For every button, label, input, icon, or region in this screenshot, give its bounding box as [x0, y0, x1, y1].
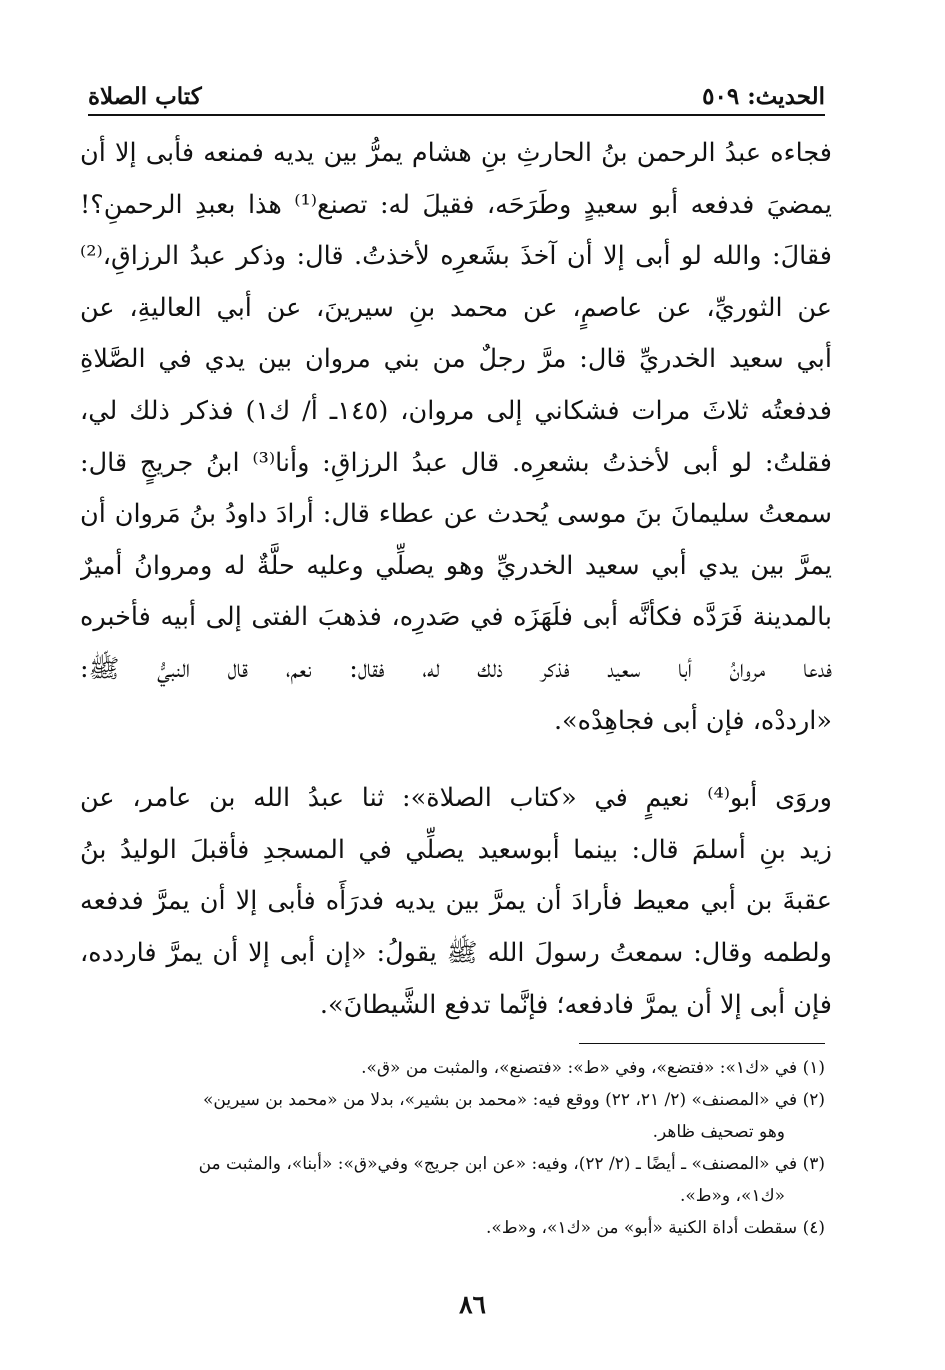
hadith-number-label: الحديث: ٥٠٩ — [702, 83, 825, 110]
text-line: ولطمه وقال: سمعتُ رسولَ الله ﷺ يقولُ: «إن أبى إلا أن يمرَّ فاردده، — [80, 937, 832, 968]
text-line: فدعا مروانُ أبا سعيد فذكر ذلك له، فقال: نعم، قال النبيُّ ﷺ: — [80, 653, 832, 684]
text-line: يمرَّ بين يدي أبي سعيد الخدريِّ وهو يصلِّي وعليه حلَّةٌ له ومروانُ أميرٌ — [80, 550, 832, 581]
text-line: فإن أبى إلا أن يمرَّ فادفعه؛ فإنَّما تدفع الشَّيطانَ». — [319, 989, 832, 1020]
text-line: أبي سعيد الخدريِّ قال: مرَّ رجلٌ من بني مروان بين يدي في الصَّلاةِ — [80, 344, 832, 375]
paragraph-2 — [80, 773, 832, 1031]
text-line: عن الثوريِّ، عن عاصمٍ، عن محمد بنِ سيرينَ، عن أبي العاليةِ، عن — [80, 292, 832, 323]
text-line: فدفعتُه ثلاثَ مرات فشكاني إلى مروان، (١٤٥ـ أ/ ك١) فذكر ذلك لي، — [80, 395, 832, 426]
footnote-3-continuation: «ك١»، و«ط». — [680, 1186, 785, 1206]
text-line: وروَى أبو⁽⁴⁾ نعيمٍ في «كتاب الصلاة»: ثنا عبدُ الله بن عامر، عن — [80, 783, 832, 814]
text-line: عقبةَ بن أبي معيط فأرادَ أن يمرَّ بين يديه فدرَأَه فأبى إلا أن يمرَّ فدفعه — [80, 886, 832, 917]
page-number: ٨٦ — [459, 1290, 486, 1319]
text-line: فقلتُ: لو أبى لأخذتُ بشعرِه. قال عبدُ الرزاقِ: وأنا⁽³⁾ ابنُ جريجٍ قال: — [80, 447, 832, 478]
footnote-2-continuation: وهو تصحيف ظاهر. — [652, 1122, 785, 1142]
paragraph-1 — [80, 128, 832, 747]
footnote-1: (١) في «ك١»: «فتضع»، وفي «ط»: «فتصنع»، والمثبت من «ق». — [361, 1058, 825, 1078]
text-line: بالمدينة فَرَدَّه فكأنَّه أبى فلَهَزَه في صَدرِه، فذهبَ الفتى إلى أبيه فأخبره — [80, 602, 832, 633]
text-line: فقالَ: والله لو أبى إلا أن آخذَ بشَعرِه لأخذتُ. قال: وذكر عبدُ الرزاقِ،⁽²⁾ — [80, 241, 832, 272]
text-line: «ارددْه، فإن أبى فجاهِدْه». — [553, 705, 832, 736]
text-line: زيد بنِ أسلمَ قال: بينما أبوسعيد يصلِّي في المسجدِ فأقبلَ الوليدُ بنُ — [80, 834, 832, 865]
footnotes — [80, 1052, 825, 1244]
text-line: فجاءه عبدُ الرحمن بنُ الحارثِ بنِ هشام يمرُّ بين يديه فمنعه فأبى إلا أن — [80, 138, 832, 168]
book-title: كتاب الصلاة — [88, 83, 202, 110]
text-line: يمضيَ فدفعه أبو سعيدٍ وطَرَحَه، فقيلَ له: تصنع⁽¹⁾ هذا بعبدِ الرحمنِ؟! — [80, 189, 832, 220]
footnote-2: (٢) في «المصنف» (٢/ ٢١، ٢٢) ووقع فيه: «محمد بن بشير»، بدلا من «محمد بن سيرين» — [203, 1090, 825, 1110]
footnote-separator — [579, 1043, 825, 1044]
main-text — [80, 128, 832, 1031]
footnote-4: (٤) سقطت أداة الكنية «أبو» من «ك١»، و«ط». — [486, 1218, 825, 1238]
text-line: سمعتُ سليمانَ بنَ موسى يُحدث عن عطاء قال: أرادَ داودُ بنُ مَروان أن — [80, 499, 832, 530]
footnote-3: (٣) في «المصنف» ـ أيضًا ـ (٢/ ٢٢)، وفيه: «عن ابن جريج» وفي«ق»: «أبنا»، والمثبت من — [198, 1154, 825, 1174]
running-header — [88, 72, 825, 116]
